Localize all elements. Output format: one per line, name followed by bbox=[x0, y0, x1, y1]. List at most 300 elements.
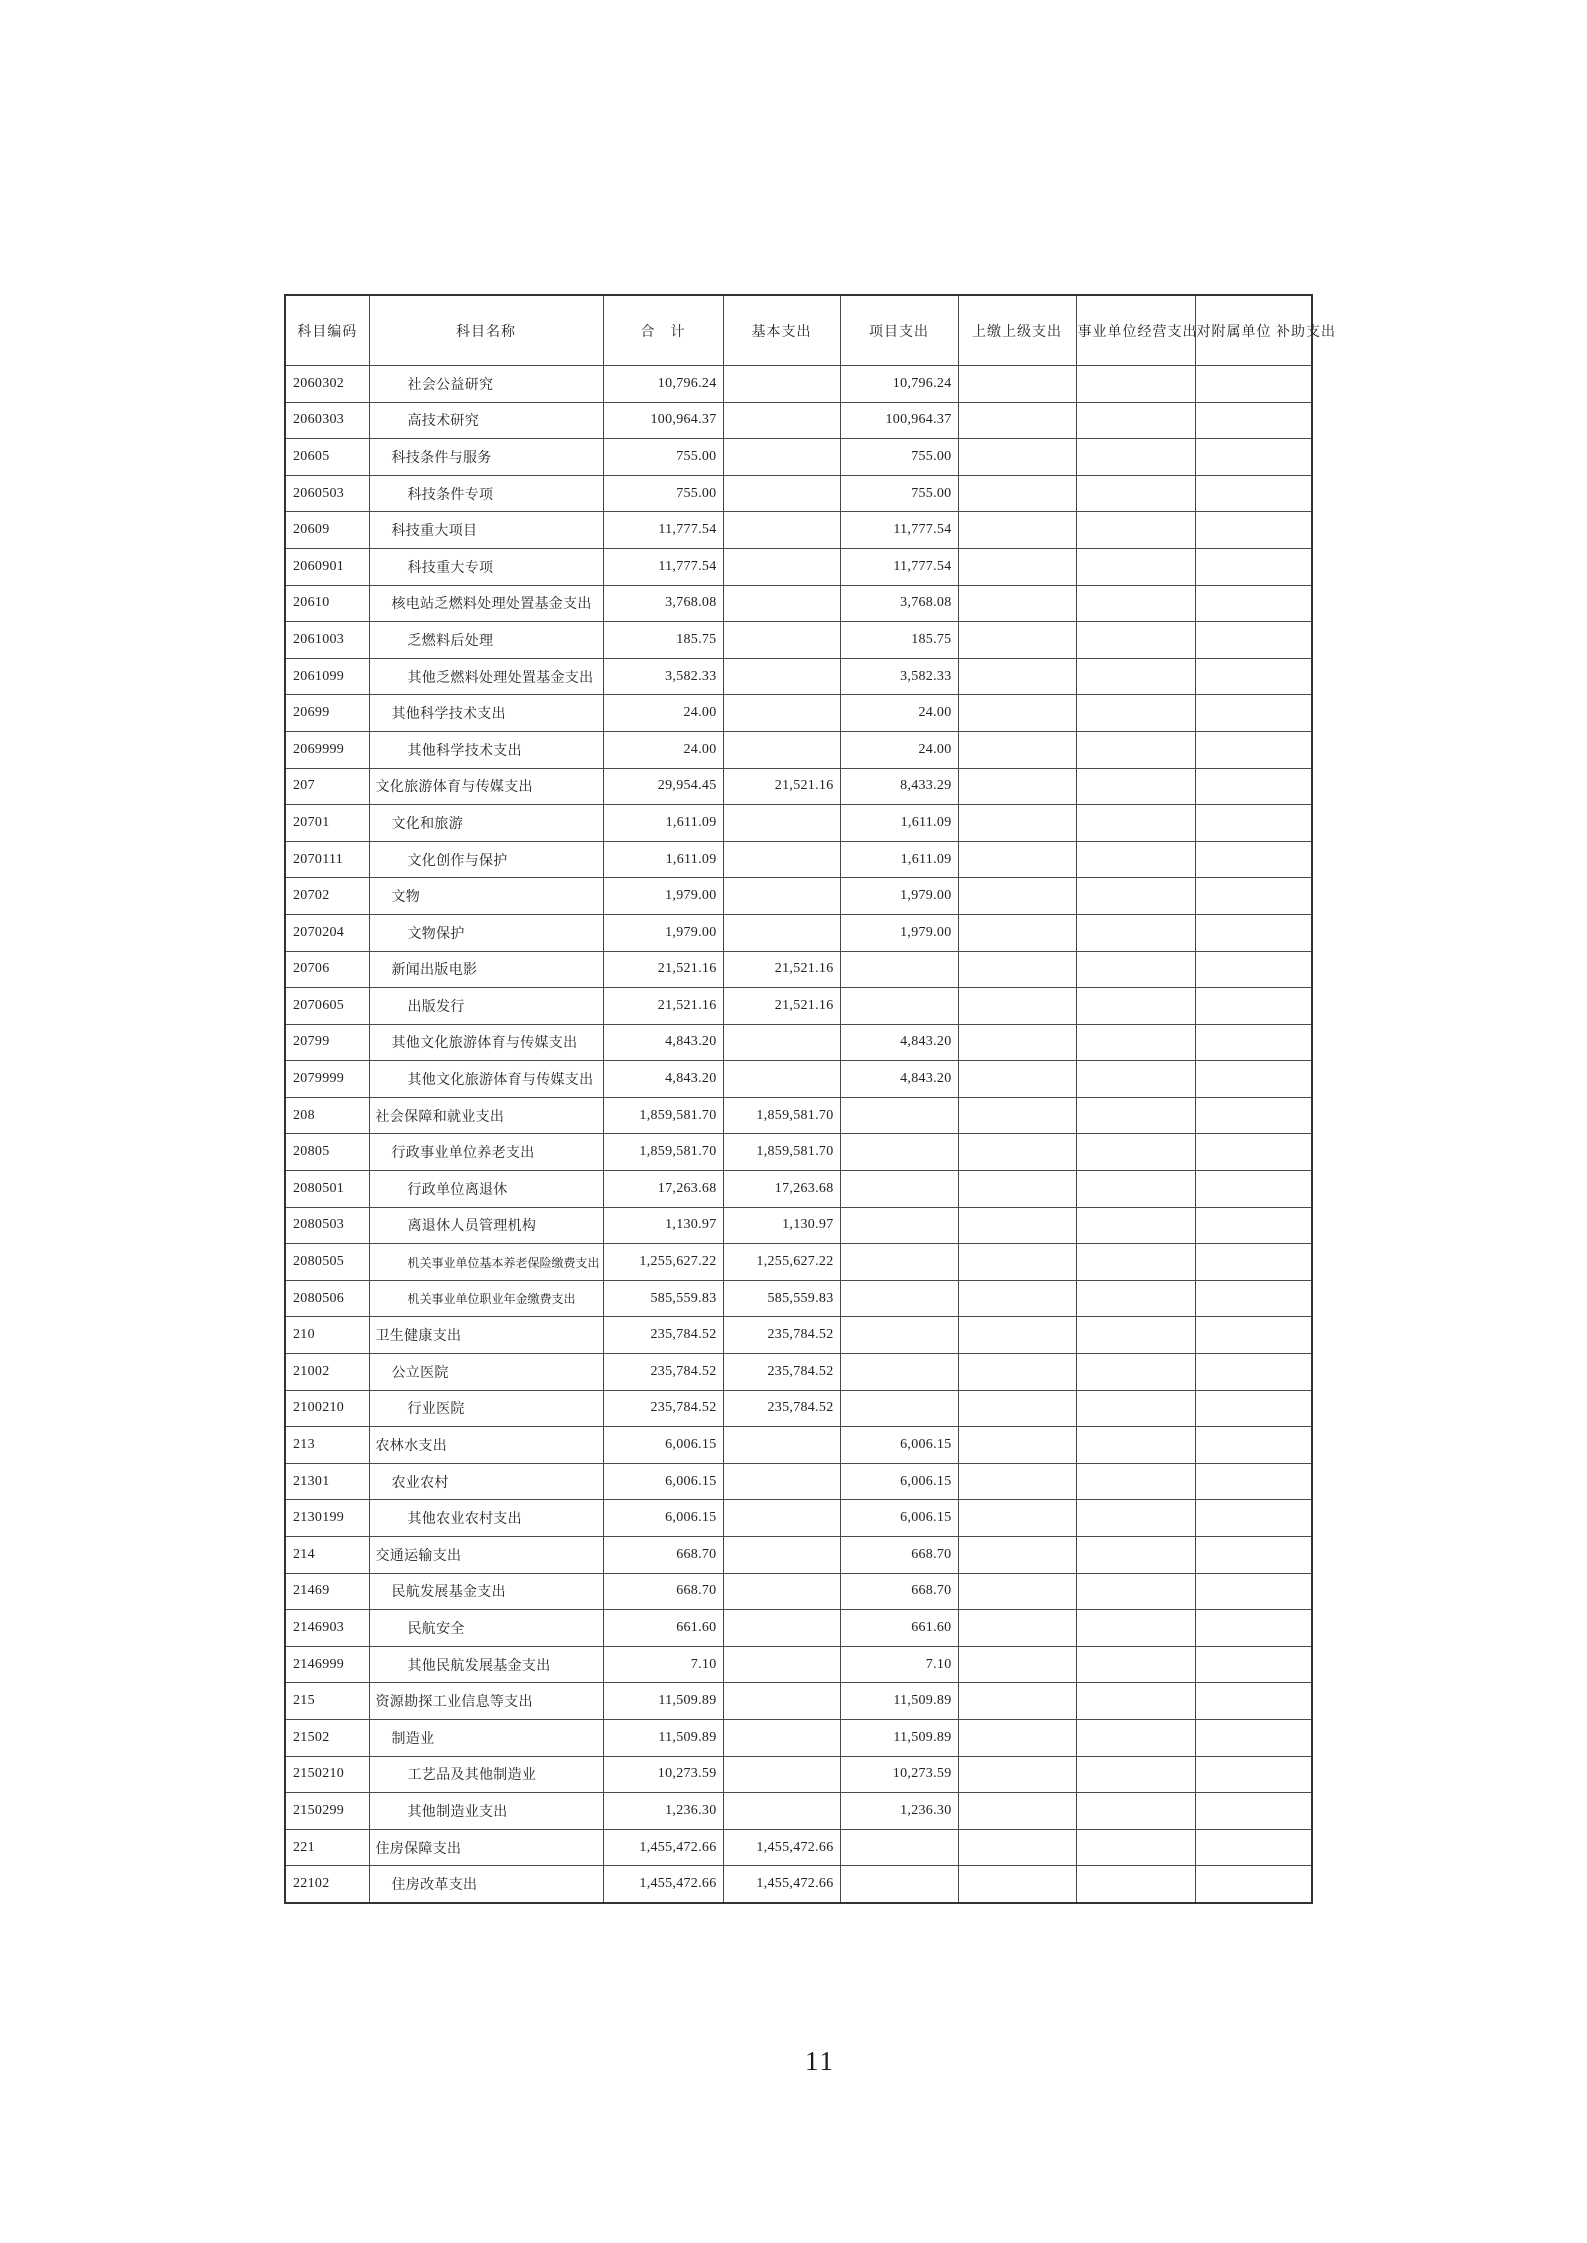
basic-cell bbox=[723, 1537, 840, 1574]
subsidy-cell bbox=[1195, 1390, 1312, 1427]
project-cell bbox=[840, 1244, 958, 1281]
code-cell: 215 bbox=[285, 1683, 369, 1720]
table-header-row bbox=[285, 295, 1312, 366]
subsidy-cell bbox=[1195, 1719, 1312, 1756]
upper-cell bbox=[958, 366, 1076, 403]
subsidy-cell bbox=[1195, 1097, 1312, 1134]
code-cell: 214 bbox=[285, 1537, 369, 1574]
operating-cell bbox=[1076, 1244, 1195, 1281]
upper-cell bbox=[958, 988, 1076, 1025]
header-subject-code: 科目编码 bbox=[285, 295, 369, 366]
project-cell: 1,236.30 bbox=[840, 1793, 958, 1830]
total-cell: 1,611.09 bbox=[603, 841, 723, 878]
basic-cell bbox=[723, 1024, 840, 1061]
subsidy-cell bbox=[1195, 475, 1312, 512]
basic-cell bbox=[723, 475, 840, 512]
total-cell: 3,582.33 bbox=[603, 658, 723, 695]
upper-cell bbox=[958, 585, 1076, 622]
code-cell: 20805 bbox=[285, 1134, 369, 1171]
upper-cell bbox=[958, 1354, 1076, 1391]
basic-cell bbox=[723, 695, 840, 732]
table-row bbox=[285, 841, 1312, 878]
code-cell: 2060303 bbox=[285, 402, 369, 439]
project-cell: 7.10 bbox=[840, 1646, 958, 1683]
basic-cell bbox=[723, 841, 840, 878]
name-cell: 科技条件专项 bbox=[369, 475, 603, 512]
code-cell: 20706 bbox=[285, 951, 369, 988]
upper-cell bbox=[958, 1793, 1076, 1830]
name-cell: 乏燃料后处理 bbox=[369, 622, 603, 659]
operating-cell bbox=[1076, 805, 1195, 842]
operating-cell bbox=[1076, 512, 1195, 549]
project-cell bbox=[840, 1097, 958, 1134]
table-row bbox=[285, 1244, 1312, 1281]
code-cell: 21469 bbox=[285, 1573, 369, 1610]
code-cell: 2070204 bbox=[285, 914, 369, 951]
table-row bbox=[285, 1829, 1312, 1866]
upper-cell bbox=[958, 1646, 1076, 1683]
upper-cell bbox=[958, 1610, 1076, 1647]
basic-cell bbox=[723, 512, 840, 549]
total-cell: 668.70 bbox=[603, 1573, 723, 1610]
total-cell: 6,006.15 bbox=[603, 1463, 723, 1500]
name-cell: 农业农村 bbox=[369, 1463, 603, 1500]
basic-cell: 235,784.52 bbox=[723, 1390, 840, 1427]
name-cell: 机关事业单位基本养老保险缴费支出 bbox=[369, 1244, 603, 1281]
code-cell: 2079999 bbox=[285, 1061, 369, 1098]
operating-cell bbox=[1076, 622, 1195, 659]
upper-cell bbox=[958, 475, 1076, 512]
code-cell: 2150210 bbox=[285, 1756, 369, 1793]
header-subject-name: 科目名称 bbox=[369, 295, 603, 366]
subsidy-cell bbox=[1195, 1793, 1312, 1830]
operating-cell bbox=[1076, 1537, 1195, 1574]
upper-cell bbox=[958, 1171, 1076, 1208]
subsidy-cell bbox=[1195, 548, 1312, 585]
upper-cell bbox=[958, 1866, 1076, 1903]
name-cell: 离退休人员管理机构 bbox=[369, 1207, 603, 1244]
table-row bbox=[285, 585, 1312, 622]
operating-cell bbox=[1076, 1573, 1195, 1610]
subsidy-cell bbox=[1195, 1134, 1312, 1171]
code-cell: 210 bbox=[285, 1317, 369, 1354]
code-cell: 21301 bbox=[285, 1463, 369, 1500]
table-row bbox=[285, 1793, 1312, 1830]
project-cell: 24.00 bbox=[840, 731, 958, 768]
subsidy-cell bbox=[1195, 768, 1312, 805]
total-cell: 1,859,581.70 bbox=[603, 1097, 723, 1134]
upper-cell bbox=[958, 1390, 1076, 1427]
table-row bbox=[285, 1280, 1312, 1317]
upper-cell bbox=[958, 1134, 1076, 1171]
project-cell: 11,777.54 bbox=[840, 548, 958, 585]
name-cell: 工艺品及其他制造业 bbox=[369, 1756, 603, 1793]
code-cell: 2150299 bbox=[285, 1793, 369, 1830]
code-cell: 21502 bbox=[285, 1719, 369, 1756]
operating-cell bbox=[1076, 585, 1195, 622]
project-cell bbox=[840, 1207, 958, 1244]
project-cell: 6,006.15 bbox=[840, 1500, 958, 1537]
project-cell: 10,796.24 bbox=[840, 366, 958, 403]
table-row bbox=[285, 1573, 1312, 1610]
project-cell: 185.75 bbox=[840, 622, 958, 659]
basic-cell: 17,263.68 bbox=[723, 1171, 840, 1208]
total-cell: 10,273.59 bbox=[603, 1756, 723, 1793]
table-row bbox=[285, 366, 1312, 403]
code-cell: 2080503 bbox=[285, 1207, 369, 1244]
name-cell: 交通运输支出 bbox=[369, 1537, 603, 1574]
table-row bbox=[285, 768, 1312, 805]
total-cell: 1,255,627.22 bbox=[603, 1244, 723, 1281]
header-operating-expenditure: 事业单位经营支出 bbox=[1076, 295, 1195, 366]
table-row bbox=[285, 1719, 1312, 1756]
upper-cell bbox=[958, 1537, 1076, 1574]
basic-cell bbox=[723, 402, 840, 439]
upper-cell bbox=[958, 1024, 1076, 1061]
project-cell: 11,777.54 bbox=[840, 512, 958, 549]
total-cell: 11,777.54 bbox=[603, 548, 723, 585]
code-cell: 20609 bbox=[285, 512, 369, 549]
operating-cell bbox=[1076, 1719, 1195, 1756]
basic-cell bbox=[723, 805, 840, 842]
operating-cell bbox=[1076, 1061, 1195, 1098]
name-cell: 行业医院 bbox=[369, 1390, 603, 1427]
name-cell: 其他文化旅游体育与传媒支出 bbox=[369, 1024, 603, 1061]
total-cell: 585,559.83 bbox=[603, 1280, 723, 1317]
table-row bbox=[285, 988, 1312, 1025]
code-cell: 20605 bbox=[285, 439, 369, 476]
total-cell: 4,843.20 bbox=[603, 1061, 723, 1098]
subsidy-cell bbox=[1195, 1573, 1312, 1610]
total-cell: 1,455,472.66 bbox=[603, 1829, 723, 1866]
code-cell: 20702 bbox=[285, 878, 369, 915]
table-row bbox=[285, 1537, 1312, 1574]
upper-cell bbox=[958, 1280, 1076, 1317]
operating-cell bbox=[1076, 731, 1195, 768]
project-cell bbox=[840, 1280, 958, 1317]
subsidy-cell bbox=[1195, 951, 1312, 988]
name-cell: 制造业 bbox=[369, 1719, 603, 1756]
upper-cell bbox=[958, 1573, 1076, 1610]
basic-cell bbox=[723, 878, 840, 915]
subsidy-cell bbox=[1195, 1244, 1312, 1281]
code-cell: 22102 bbox=[285, 1866, 369, 1903]
subsidy-cell bbox=[1195, 1061, 1312, 1098]
table-row bbox=[285, 1646, 1312, 1683]
upper-cell bbox=[958, 768, 1076, 805]
operating-cell bbox=[1076, 768, 1195, 805]
project-cell: 11,509.89 bbox=[840, 1719, 958, 1756]
project-cell: 668.70 bbox=[840, 1537, 958, 1574]
operating-cell bbox=[1076, 1390, 1195, 1427]
operating-cell bbox=[1076, 1463, 1195, 1500]
code-cell: 2069999 bbox=[285, 731, 369, 768]
total-cell: 1,979.00 bbox=[603, 878, 723, 915]
subsidy-cell bbox=[1195, 1024, 1312, 1061]
name-cell: 科技重大项目 bbox=[369, 512, 603, 549]
total-cell: 1,979.00 bbox=[603, 914, 723, 951]
total-cell: 24.00 bbox=[603, 731, 723, 768]
table-row bbox=[285, 1866, 1312, 1903]
basic-cell bbox=[723, 1463, 840, 1500]
name-cell: 其他民航发展基金支出 bbox=[369, 1646, 603, 1683]
code-cell: 2080506 bbox=[285, 1280, 369, 1317]
project-cell: 755.00 bbox=[840, 439, 958, 476]
table-row bbox=[285, 951, 1312, 988]
subsidy-cell bbox=[1195, 1207, 1312, 1244]
table-row bbox=[285, 1500, 1312, 1537]
basic-cell: 1,455,472.66 bbox=[723, 1866, 840, 1903]
operating-cell bbox=[1076, 366, 1195, 403]
name-cell: 其他科学技术支出 bbox=[369, 731, 603, 768]
operating-cell bbox=[1076, 1610, 1195, 1647]
subsidy-cell bbox=[1195, 402, 1312, 439]
project-cell bbox=[840, 1134, 958, 1171]
upper-cell bbox=[958, 1207, 1076, 1244]
total-cell: 1,611.09 bbox=[603, 805, 723, 842]
name-cell: 社会保障和就业支出 bbox=[369, 1097, 603, 1134]
name-cell: 科技条件与服务 bbox=[369, 439, 603, 476]
basic-cell bbox=[723, 1061, 840, 1098]
name-cell: 民航安全 bbox=[369, 1610, 603, 1647]
operating-cell bbox=[1076, 988, 1195, 1025]
name-cell: 住房保障支出 bbox=[369, 1829, 603, 1866]
name-cell: 公立医院 bbox=[369, 1354, 603, 1391]
total-cell: 11,777.54 bbox=[603, 512, 723, 549]
header-total: 合 计 bbox=[603, 295, 723, 366]
table-row bbox=[285, 1463, 1312, 1500]
operating-cell bbox=[1076, 439, 1195, 476]
code-cell: 21002 bbox=[285, 1354, 369, 1391]
subsidy-cell bbox=[1195, 1610, 1312, 1647]
table-row bbox=[285, 658, 1312, 695]
name-cell: 资源勘探工业信息等支出 bbox=[369, 1683, 603, 1720]
table-row bbox=[285, 805, 1312, 842]
operating-cell bbox=[1076, 658, 1195, 695]
basic-cell: 21,521.16 bbox=[723, 951, 840, 988]
operating-cell bbox=[1076, 1317, 1195, 1354]
name-cell: 机关事业单位职业年金缴费支出 bbox=[369, 1280, 603, 1317]
total-cell: 4,843.20 bbox=[603, 1024, 723, 1061]
subsidy-cell bbox=[1195, 731, 1312, 768]
total-cell: 755.00 bbox=[603, 439, 723, 476]
upper-cell bbox=[958, 878, 1076, 915]
basic-cell bbox=[723, 1793, 840, 1830]
total-cell: 661.60 bbox=[603, 1610, 723, 1647]
upper-cell bbox=[958, 1317, 1076, 1354]
project-cell bbox=[840, 1354, 958, 1391]
name-cell: 新闻出版电影 bbox=[369, 951, 603, 988]
code-cell: 213 bbox=[285, 1427, 369, 1464]
operating-cell bbox=[1076, 878, 1195, 915]
basic-cell: 235,784.52 bbox=[723, 1317, 840, 1354]
project-cell: 24.00 bbox=[840, 695, 958, 732]
subsidy-cell bbox=[1195, 878, 1312, 915]
total-cell: 11,509.89 bbox=[603, 1719, 723, 1756]
name-cell: 科技重大专项 bbox=[369, 548, 603, 585]
project-cell: 10,273.59 bbox=[840, 1756, 958, 1793]
total-cell: 17,263.68 bbox=[603, 1171, 723, 1208]
upper-cell bbox=[958, 512, 1076, 549]
code-cell: 20701 bbox=[285, 805, 369, 842]
project-cell: 1,979.00 bbox=[840, 914, 958, 951]
operating-cell bbox=[1076, 1646, 1195, 1683]
name-cell: 其他科学技术支出 bbox=[369, 695, 603, 732]
project-cell: 668.70 bbox=[840, 1573, 958, 1610]
code-cell: 2061099 bbox=[285, 658, 369, 695]
total-cell: 100,964.37 bbox=[603, 402, 723, 439]
project-cell: 661.60 bbox=[840, 1610, 958, 1647]
operating-cell bbox=[1076, 1793, 1195, 1830]
total-cell: 235,784.52 bbox=[603, 1390, 723, 1427]
code-cell: 2061003 bbox=[285, 622, 369, 659]
expenditure-table bbox=[284, 294, 1336, 1904]
name-cell: 高技术研究 bbox=[369, 402, 603, 439]
table-row bbox=[285, 1683, 1312, 1720]
name-cell: 社会公益研究 bbox=[369, 366, 603, 403]
subsidy-cell bbox=[1195, 805, 1312, 842]
table-row bbox=[285, 475, 1312, 512]
basic-cell bbox=[723, 1573, 840, 1610]
total-cell: 21,521.16 bbox=[603, 951, 723, 988]
subsidy-cell bbox=[1195, 1866, 1312, 1903]
operating-cell bbox=[1076, 1427, 1195, 1464]
basic-cell bbox=[723, 439, 840, 476]
total-cell: 29,954.45 bbox=[603, 768, 723, 805]
code-cell: 2080505 bbox=[285, 1244, 369, 1281]
table-row bbox=[285, 622, 1312, 659]
subsidy-cell bbox=[1195, 1171, 1312, 1208]
project-cell: 3,768.08 bbox=[840, 585, 958, 622]
total-cell: 3,768.08 bbox=[603, 585, 723, 622]
table-row bbox=[285, 731, 1312, 768]
page-number: 11 bbox=[805, 2046, 835, 2076]
basic-cell bbox=[723, 731, 840, 768]
total-cell: 24.00 bbox=[603, 695, 723, 732]
table-row bbox=[285, 1024, 1312, 1061]
basic-cell bbox=[723, 1756, 840, 1793]
basic-cell bbox=[723, 548, 840, 585]
upper-cell bbox=[958, 914, 1076, 951]
table-row bbox=[285, 695, 1312, 732]
operating-cell bbox=[1076, 1354, 1195, 1391]
subsidy-cell bbox=[1195, 658, 1312, 695]
name-cell: 核电站乏燃料处理处置基金支出 bbox=[369, 585, 603, 622]
basic-cell: 1,130.97 bbox=[723, 1207, 840, 1244]
total-cell: 7.10 bbox=[603, 1646, 723, 1683]
upper-cell bbox=[958, 951, 1076, 988]
name-cell: 出版发行 bbox=[369, 988, 603, 1025]
basic-cell: 21,521.16 bbox=[723, 988, 840, 1025]
code-cell: 2100210 bbox=[285, 1390, 369, 1427]
name-cell: 行政事业单位养老支出 bbox=[369, 1134, 603, 1171]
table-row bbox=[285, 1317, 1312, 1354]
subsidy-cell bbox=[1195, 1427, 1312, 1464]
table-row bbox=[285, 1061, 1312, 1098]
operating-cell bbox=[1076, 475, 1195, 512]
operating-cell bbox=[1076, 951, 1195, 988]
upper-cell bbox=[958, 1500, 1076, 1537]
upper-cell bbox=[958, 548, 1076, 585]
operating-cell bbox=[1076, 1280, 1195, 1317]
subsidy-cell bbox=[1195, 988, 1312, 1025]
upper-cell bbox=[958, 841, 1076, 878]
subsidy-cell bbox=[1195, 1280, 1312, 1317]
upper-cell bbox=[958, 731, 1076, 768]
project-cell: 4,843.20 bbox=[840, 1061, 958, 1098]
table-body bbox=[285, 366, 1312, 1903]
subsidy-cell bbox=[1195, 622, 1312, 659]
code-cell: 2070605 bbox=[285, 988, 369, 1025]
total-cell: 6,006.15 bbox=[603, 1427, 723, 1464]
basic-cell bbox=[723, 622, 840, 659]
total-cell: 21,521.16 bbox=[603, 988, 723, 1025]
operating-cell bbox=[1076, 1829, 1195, 1866]
upper-cell bbox=[958, 658, 1076, 695]
code-cell: 208 bbox=[285, 1097, 369, 1134]
subsidy-cell bbox=[1195, 366, 1312, 403]
total-cell: 185.75 bbox=[603, 622, 723, 659]
table-row bbox=[285, 1427, 1312, 1464]
total-cell: 1,859,581.70 bbox=[603, 1134, 723, 1171]
table-row bbox=[285, 1097, 1312, 1134]
total-cell: 11,509.89 bbox=[603, 1683, 723, 1720]
operating-cell bbox=[1076, 1683, 1195, 1720]
operating-cell bbox=[1076, 1500, 1195, 1537]
upper-cell bbox=[958, 805, 1076, 842]
table-row bbox=[285, 1354, 1312, 1391]
table-row bbox=[285, 1207, 1312, 1244]
upper-cell bbox=[958, 1061, 1076, 1098]
upper-cell bbox=[958, 1756, 1076, 1793]
code-cell: 2070111 bbox=[285, 841, 369, 878]
upper-cell bbox=[958, 402, 1076, 439]
total-cell: 755.00 bbox=[603, 475, 723, 512]
name-cell: 卫生健康支出 bbox=[369, 1317, 603, 1354]
table-row bbox=[285, 1756, 1312, 1793]
operating-cell bbox=[1076, 402, 1195, 439]
operating-cell bbox=[1076, 841, 1195, 878]
basic-cell: 1,859,581.70 bbox=[723, 1134, 840, 1171]
name-cell: 民航发展基金支出 bbox=[369, 1573, 603, 1610]
name-cell: 文物 bbox=[369, 878, 603, 915]
basic-cell bbox=[723, 585, 840, 622]
name-cell: 其他制造业支出 bbox=[369, 1793, 603, 1830]
operating-cell bbox=[1076, 548, 1195, 585]
subsidy-cell bbox=[1195, 1829, 1312, 1866]
project-cell: 11,509.89 bbox=[840, 1683, 958, 1720]
subsidy-cell bbox=[1195, 1500, 1312, 1537]
operating-cell bbox=[1076, 1024, 1195, 1061]
table-row bbox=[285, 1390, 1312, 1427]
upper-cell bbox=[958, 1829, 1076, 1866]
name-cell: 行政单位离退休 bbox=[369, 1171, 603, 1208]
total-cell: 6,006.15 bbox=[603, 1500, 723, 1537]
project-cell: 3,582.33 bbox=[840, 658, 958, 695]
upper-cell bbox=[958, 1244, 1076, 1281]
basic-cell bbox=[723, 366, 840, 403]
name-cell: 住房改革支出 bbox=[369, 1866, 603, 1903]
basic-cell bbox=[723, 1719, 840, 1756]
subsidy-cell bbox=[1195, 1354, 1312, 1391]
subsidy-cell bbox=[1195, 841, 1312, 878]
table-row bbox=[285, 402, 1312, 439]
table-row bbox=[285, 878, 1312, 915]
code-cell: 2130199 bbox=[285, 1500, 369, 1537]
operating-cell bbox=[1076, 914, 1195, 951]
operating-cell bbox=[1076, 1171, 1195, 1208]
code-cell: 20610 bbox=[285, 585, 369, 622]
